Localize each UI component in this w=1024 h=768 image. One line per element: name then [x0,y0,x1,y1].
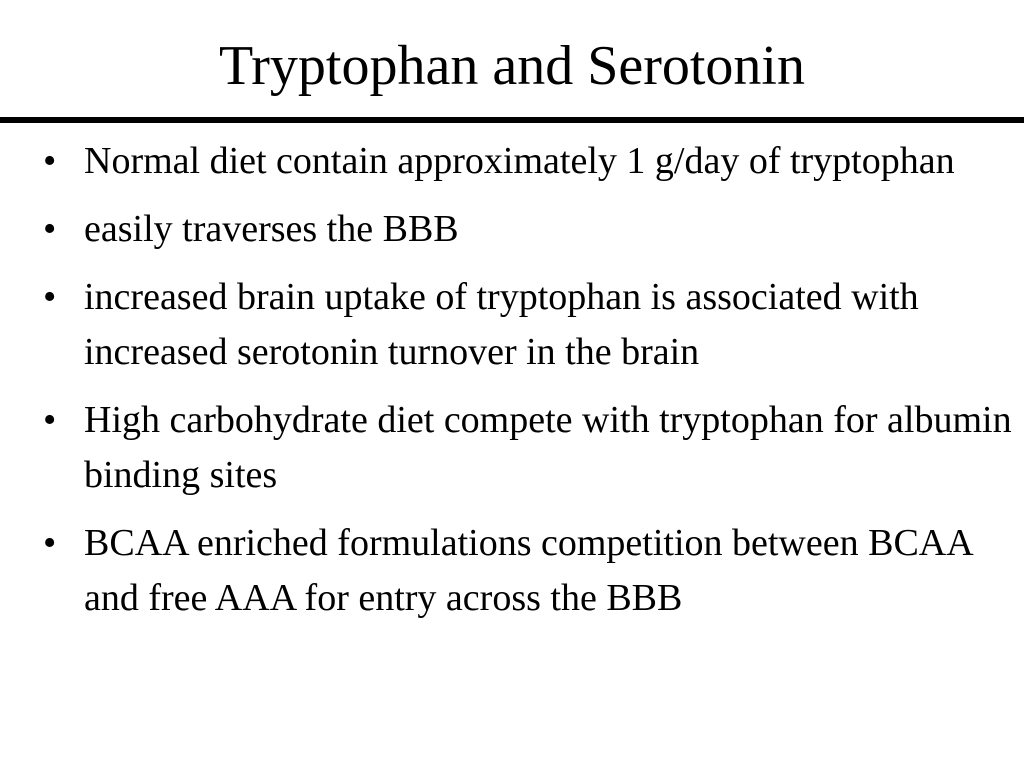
bullet-item [0,270,1024,380]
slide-title: Tryptophan and Serotonin [219,35,805,97]
bullet-marker: • [43,276,57,318]
bullet-marker: • [43,399,57,441]
bullet-text: easily traverses the BBB [84,208,459,250]
title-divider [0,117,1024,123]
bullet-item [0,134,1024,189]
bullet-text: increased brain uptake of tryptophan is associated with increased serotonin turnover in the brain [84,276,919,373]
bullet-item [0,202,1024,257]
bullet-marker: • [43,522,57,564]
bullet-text: Normal diet contain approximately 1 g/day of tryptophan [84,140,955,182]
bullet-text: BCAA enriched formulations competition between BCAA and free AAA for entry across the BBB [84,522,972,619]
bullet-item [0,393,1024,503]
bullet-item [0,516,1024,626]
bullet-marker: • [43,140,57,182]
bullet-marker: • [43,208,57,250]
bullet-text: High carbohydrate diet compete with tryptophan for albumin binding sites [84,399,1012,496]
bullet-list [0,134,1024,639]
